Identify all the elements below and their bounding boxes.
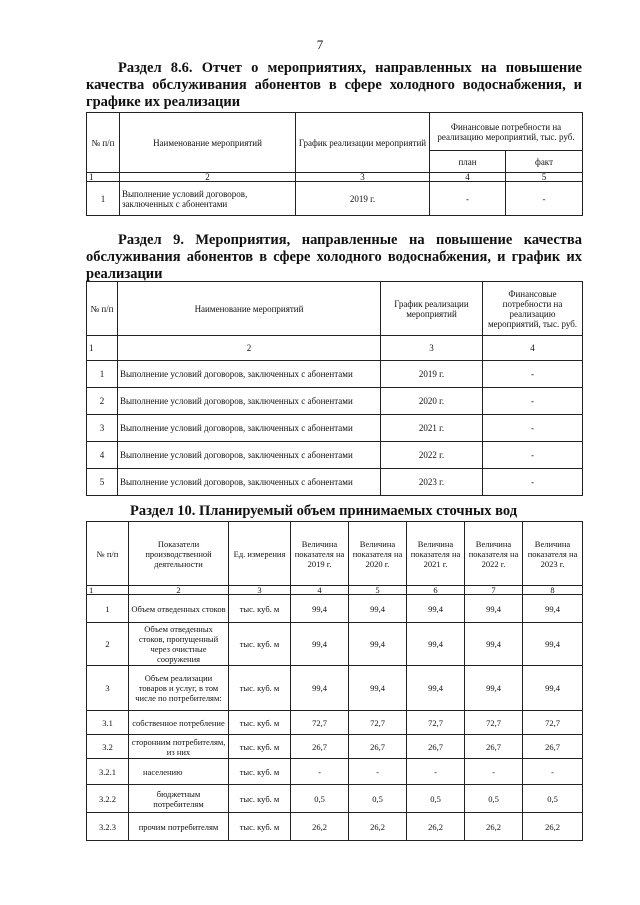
header-schedule: График реализации мероприятий	[381, 282, 483, 336]
row-value-2019: 99,4	[291, 623, 349, 666]
row-value-2022: 0,5	[465, 785, 523, 813]
header-num: № п/п	[87, 282, 118, 336]
col-number: 7	[465, 586, 523, 595]
row-value-2021: 26,7	[407, 735, 465, 759]
row-name: бюджетным потребителям	[129, 785, 229, 813]
row-value-2022: 99,4	[465, 666, 523, 711]
header-2019: Величина показателя на 2019 г.	[291, 522, 349, 586]
table-row	[87, 666, 583, 711]
row-schedule: 2023 г.	[381, 469, 483, 496]
row-unit: тыс. куб. м	[229, 735, 291, 759]
section-8-6-table	[86, 112, 583, 216]
col-number: 4	[483, 336, 583, 361]
row-name: сторонним потребителям, из них	[129, 735, 229, 759]
row-num: 3.2.2	[87, 785, 129, 813]
header-unit: Ед. измерения	[229, 522, 291, 586]
section-9-title: Раздел 9. Мероприятия, направленные на повышение качества обслуживания абонентов в сфере холодного водоснабжения, и график их реализации	[86, 232, 582, 282]
row-name: Выполнение условий договоров, заключенных с абонентами	[118, 361, 381, 388]
header-indicator: Показатели производственной деятельности	[129, 522, 229, 586]
header-name: Наименование мероприятий	[120, 113, 296, 173]
row-value-2020: -	[349, 759, 407, 785]
col-number: 5	[349, 586, 407, 595]
col-number: 2	[129, 586, 229, 595]
header-num: № п/п	[87, 522, 129, 586]
header-schedule: График реализации мероприятий	[296, 113, 430, 173]
header-plan: план	[430, 151, 506, 173]
table-row	[87, 785, 583, 813]
row-name: Выполнение условий договоров, заключенных с абонентами	[118, 415, 381, 442]
section-8-6-title: Раздел 8.6. Отчет о мероприятиях, направленных на повышение качества обслуживания абонентов в сфере холодного водоснабжения, и графике их реализации	[86, 60, 582, 110]
row-value-2020: 99,4	[349, 666, 407, 711]
col-number: 1	[87, 336, 118, 361]
table-row	[87, 813, 583, 841]
col-number: 4	[430, 173, 506, 182]
row-value-2022: 26,7	[465, 735, 523, 759]
header-finance: Финансовые потребности на реализацию мероприятий, тыс. руб.	[483, 282, 583, 336]
row-name: Объем отведенных стоков	[129, 595, 229, 623]
row-schedule: 2019 г.	[296, 182, 430, 216]
col-number: 2	[120, 173, 296, 182]
row-value-2020: 0,5	[349, 785, 407, 813]
row-name: Объем отведенных стоков, пропущенный через очистные сооружения	[129, 623, 229, 666]
row-finance: -	[483, 415, 583, 442]
header-name: Наименование мероприятий	[118, 282, 381, 336]
table-row	[87, 623, 583, 666]
row-value-2020: 26,2	[349, 813, 407, 841]
table-row	[87, 711, 583, 735]
row-value-2019: 0,5	[291, 785, 349, 813]
row-value-2021: -	[407, 759, 465, 785]
row-num: 3.2.3	[87, 813, 129, 841]
section-10-table	[86, 521, 583, 841]
header-2020: Величина показателя на 2020 г.	[349, 522, 407, 586]
row-name: Объем реализации товаров и услуг, в том числе по потребителям:	[129, 666, 229, 711]
row-value-2021: 0,5	[407, 785, 465, 813]
row-name: Выполнение условий договоров, заключенных с абонентами	[120, 182, 296, 216]
row-value-2020: 99,4	[349, 595, 407, 623]
row-value-2023: 26,2	[523, 813, 583, 841]
col-number: 3	[381, 336, 483, 361]
row-fact: -	[506, 182, 583, 216]
row-value-2019: 26,2	[291, 813, 349, 841]
row-value-2023: 72,7	[523, 711, 583, 735]
row-name: Выполнение условий договоров, заключенных с абонентами	[118, 442, 381, 469]
row-unit: тыс. куб. м	[229, 759, 291, 785]
row-value-2020: 72,7	[349, 711, 407, 735]
table-row	[87, 469, 583, 496]
row-unit: тыс. куб. м	[229, 666, 291, 711]
row-value-2022: 99,4	[465, 595, 523, 623]
row-num: 2	[87, 388, 118, 415]
row-unit: тыс. куб. м	[229, 711, 291, 735]
table-row	[87, 361, 583, 388]
row-name: прочим потребителям	[129, 813, 229, 841]
row-num: 5	[87, 469, 118, 496]
row-num: 3.1	[87, 711, 129, 735]
row-value-2023: 99,4	[523, 623, 583, 666]
row-value-2019: 99,4	[291, 666, 349, 711]
row-value-2023: 99,4	[523, 595, 583, 623]
column-number-row	[87, 173, 583, 182]
row-schedule: 2022 г.	[381, 442, 483, 469]
col-number: 1	[87, 586, 129, 595]
row-value-2019: 99,4	[291, 595, 349, 623]
section-10-title: Раздел 10. Планируемый объем принимаемых сточных вод	[130, 503, 518, 519]
column-number-row	[87, 336, 583, 361]
row-num: 3	[87, 415, 118, 442]
row-name: Выполнение условий договоров, заключенных с абонентами	[118, 388, 381, 415]
row-value-2020: 99,4	[349, 623, 407, 666]
table-row	[87, 442, 583, 469]
col-number: 8	[523, 586, 583, 595]
row-value-2021: 26,2	[407, 813, 465, 841]
row-num: 3	[87, 666, 129, 711]
col-number: 4	[291, 586, 349, 595]
col-number: 2	[118, 336, 381, 361]
col-number: 3	[296, 173, 430, 182]
row-value-2023: 99,4	[523, 666, 583, 711]
row-name: Выполнение условий договоров, заключенных с абонентами	[118, 469, 381, 496]
row-value-2022: 99,4	[465, 623, 523, 666]
row-value-2023: 0,5	[523, 785, 583, 813]
row-finance: -	[483, 361, 583, 388]
row-num: 4	[87, 442, 118, 469]
row-value-2021: 99,4	[407, 666, 465, 711]
row-value-2019: -	[291, 759, 349, 785]
header-fact: факт	[506, 151, 583, 173]
table-row	[87, 759, 583, 785]
row-value-2023: 26,7	[523, 735, 583, 759]
row-finance: -	[483, 388, 583, 415]
table-row	[87, 182, 583, 216]
row-unit: тыс. куб. м	[229, 595, 291, 623]
row-value-2021: 72,7	[407, 711, 465, 735]
col-number: 3	[229, 586, 291, 595]
row-num: 1	[87, 595, 129, 623]
col-number: 6	[407, 586, 465, 595]
row-value-2019: 72,7	[291, 711, 349, 735]
header-2022: Величина показателя на 2022 г.	[465, 522, 523, 586]
row-unit: тыс. куб. м	[229, 813, 291, 841]
row-num: 3.2	[87, 735, 129, 759]
header-2021: Величина показателя на 2021 г.	[407, 522, 465, 586]
row-num: 3.2.1	[87, 759, 129, 785]
table-row	[87, 415, 583, 442]
page-number: 7	[316, 37, 324, 52]
row-num: 2	[87, 623, 129, 666]
column-number-row	[87, 586, 583, 595]
row-value-2021: 99,4	[407, 595, 465, 623]
col-number: 5	[506, 173, 583, 182]
row-value-2022: -	[465, 759, 523, 785]
row-name: собственное потребление	[129, 711, 229, 735]
row-num: 1	[87, 361, 118, 388]
table-row	[87, 595, 583, 623]
header-finance: Финансовые потребности на реализацию мероприятий, тыс. руб.	[430, 113, 583, 151]
row-value-2019: 26,7	[291, 735, 349, 759]
row-value-2023: -	[523, 759, 583, 785]
row-value-2021: 99,4	[407, 623, 465, 666]
col-number: 1	[87, 173, 120, 182]
table-row	[87, 388, 583, 415]
section-9-table	[86, 281, 583, 496]
row-finance: -	[483, 469, 583, 496]
row-unit: тыс. куб. м	[229, 785, 291, 813]
row-value-2020: 26,7	[349, 735, 407, 759]
row-finance: -	[483, 442, 583, 469]
row-schedule: 2020 г.	[381, 388, 483, 415]
row-plan: -	[430, 182, 506, 216]
row-value-2022: 26,2	[465, 813, 523, 841]
row-value-2022: 72,7	[465, 711, 523, 735]
row-name: населению	[129, 759, 229, 785]
row-schedule: 2021 г.	[381, 415, 483, 442]
row-unit: тыс. куб. м	[229, 623, 291, 666]
table-row	[87, 735, 583, 759]
row-schedule: 2019 г.	[381, 361, 483, 388]
row-num: 1	[87, 182, 120, 216]
header-num: № п/п	[87, 113, 120, 173]
header-2023: Величина показателя на 2023 г.	[523, 522, 583, 586]
